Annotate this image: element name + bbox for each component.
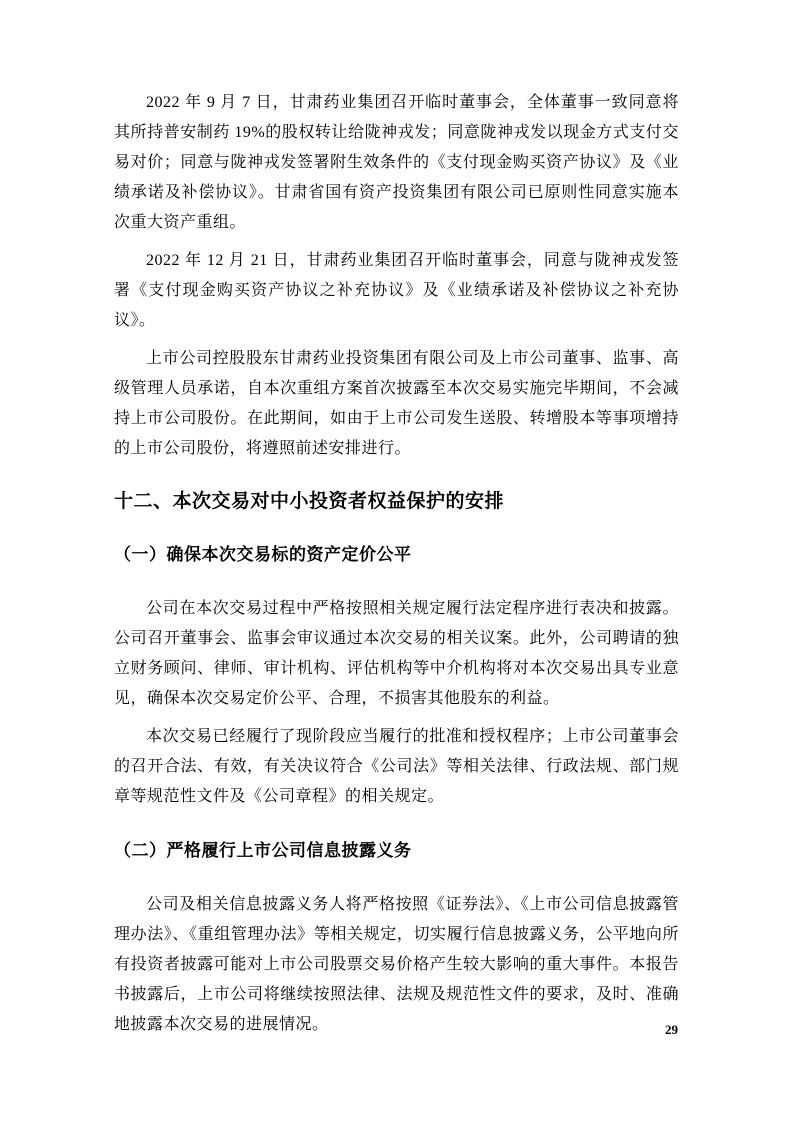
- paragraph-approval-authorization: 本次交易已经履行了现阶段应当履行的批准和授权程序；上市公司董事会的召开合法、有效，有关决议符合《公司法》等相关法律、行政法规、部门规章等规范性文件及《公司章程》的相关规定。: [114, 728, 679, 805]
- document-content: [114, 88, 679, 1048]
- paragraph-board-resolution-dec: 2022 年 12 月 21 日，甘肃药业集团召开临时董事会，同意与陇神戎发签署《支付现金购买资产协议之补充协议》及《业绩承诺及补偿协议之补充协议》。: [114, 252, 679, 329]
- paragraph-disclosure-obligations: 公司及相关信息披露义务人将严格按照《证券法》、《上市公司信息披露管理办法》、《重组管理办法》等相关规定，切实履行信息披露义务，公平地向所有投资者披露可能对上市公司股票交易价格产生较大影响的重大事件。本报告书披露后，上市公司将继续按照法律、法规及规范性文件的要求，及时、准确地披露本次交易的进展情况。: [114, 896, 679, 1033]
- paragraph-shareholder-commitment: 上市公司控股股东甘肃药业投资集团有限公司及上市公司董事、监事、高级管理人员承诺，自本次重组方案首次披露至本次交易实施完毕期间，不会减持上市公司股份。在此期间，如由于上市公司发生送股、转增股本等事项增持的上市公司股份，将遵照前述安排进行。: [114, 350, 679, 457]
- paragraph-board-resolution-sep: 2022 年 9 月 7 日，甘肃药业集团召开临时董事会，全体董事一致同意将其所持普安制药 19%的股权转让给陇神戎发；同意陇神戎发以现金方式支付交易对价；同意与陇神戎发签署附生效条件的《支付现金购买资产协议》及《业绩承诺及补偿协议》。甘肃省国有资产投资集团有限公司已原则性同意实施本次重大资产重组。: [114, 94, 679, 231]
- page-number: 29: [665, 1022, 678, 1037]
- section-heading-investor-protection: 十二、本次交易对中小投资者权益保护的安排: [114, 491, 505, 512]
- subsection-heading-information-disclosure: （二）严格履行上市公司信息披露义务: [114, 841, 412, 860]
- subsection-heading-fair-pricing: （一）确保本次交易标的资产定价公平: [114, 545, 412, 564]
- paragraph-fair-pricing-procedures: 公司在本次交易过程中严格按照相关规定履行法定程序进行表决和披露。公司召开董事会、监事会审议通过本次交易的相关议案。此外，公司聘请的独立财务顾问、律师、审计机构、评估机构等中介机构将对本次交易出具专业意见，确保本次交易定价公平、合理，不损害其他股东的利益。: [114, 600, 679, 707]
